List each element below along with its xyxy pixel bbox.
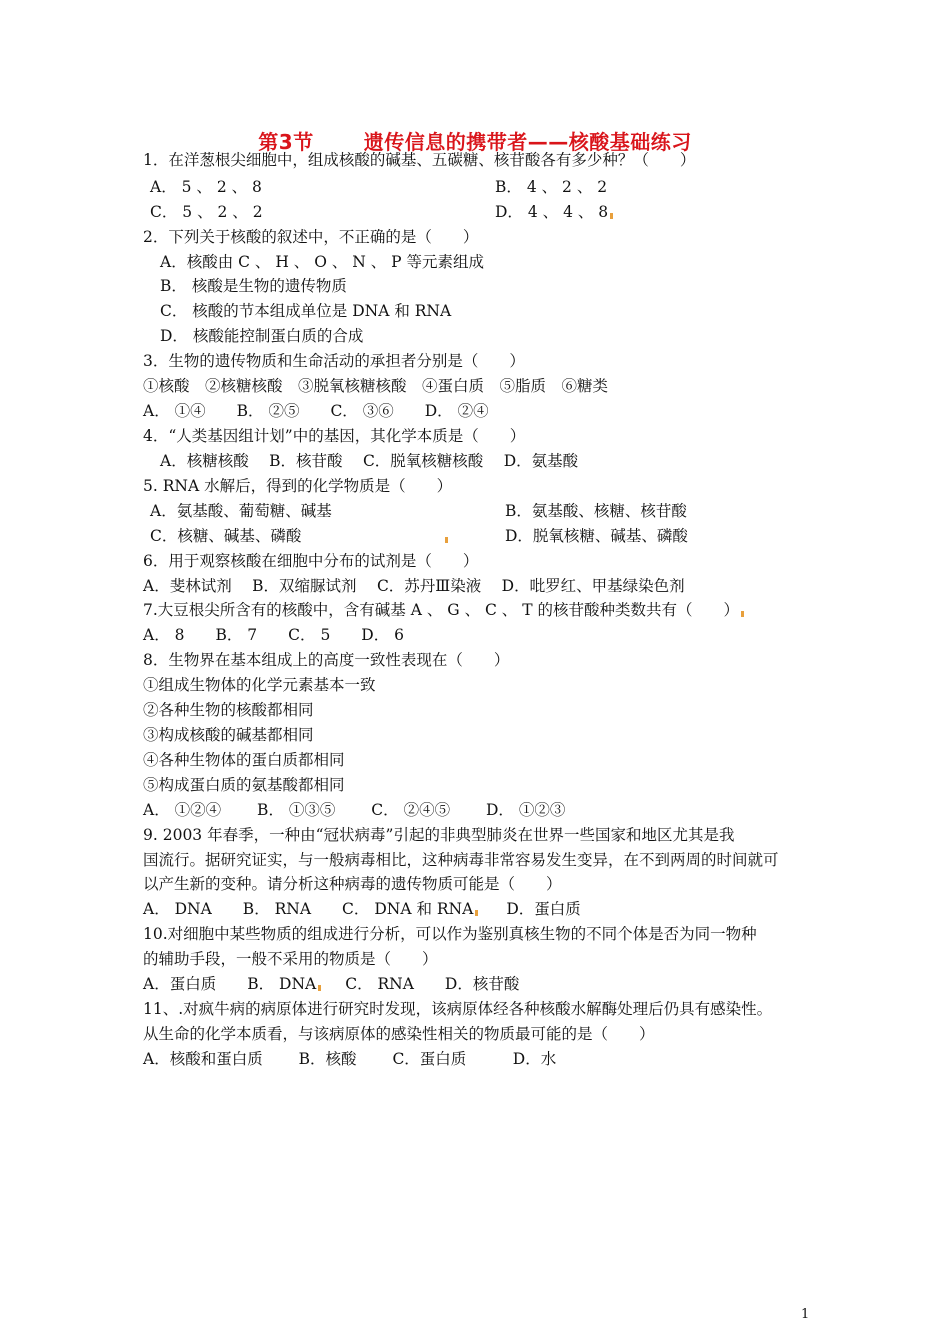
- q8-item-1: ①组成生物体的化学元素基本一致: [143, 676, 376, 694]
- q8-stem: 8．生物界在基本组成上的高度一致性表现在（ ）: [143, 651, 510, 669]
- q11-options: A．核酸和蛋白质 B．核酸 C．蛋白质 D．水: [143, 1050, 557, 1068]
- q9-line-1: 9. 2003 年春季，一种由“冠状病毒”引起的非典型肺炎在世界一些国家和地区尤其是我: [143, 826, 735, 844]
- q11-line-1: 11、.对疯牛病的病原体进行研究时发现，该病原体经各种核酸水解酶处理后仍具有感染性。: [143, 1000, 773, 1018]
- q4-options: A．核糖核酸 B．核苷酸 C．脱氧核糖核酸 D．氨基酸: [160, 452, 579, 470]
- mark-dot: [610, 213, 613, 219]
- q9-line-3: 以产生新的变种。请分析这种病毒的遗传物质可能是（ ）: [143, 875, 562, 893]
- mark-dot: [475, 910, 478, 916]
- q2-option-b: B． 核酸是生物的遗传物质: [160, 277, 347, 295]
- q11-line-2: 从生命的化学本质看，与该病原体的感染性相关的物质最可能的是（ ）: [143, 1025, 655, 1043]
- q5-option-b: B．氨基酸、核糖、核苷酸: [505, 502, 687, 520]
- q7-options: A． 8 B． 7 C． 5 D． 6: [143, 626, 405, 644]
- q3-options: A． ①④ B． ②⑤ C． ③⑥ D． ②④: [143, 402, 489, 420]
- q7-stem: 7.大豆根尖所含有的核酸中，含有碱基 A 、 G 、 C 、 T 的核苷酸种类数共有（ ）: [143, 600, 744, 620]
- q10-line-1: 10.对细胞中某些物质的组成进行分析，可以作为鉴别真核生物的不同个体是否为同一物种: [143, 925, 757, 943]
- q1-option-a: A． 5 、 2 、 8: [150, 178, 262, 196]
- q1-stem: 1．在洋葱根尖细胞中，组成核酸的碱基、五碳糖、核苷酸各有多少种？（ ）: [143, 151, 696, 169]
- q2-option-a: A．核酸由 C 、 H 、 O 、 N 、 P 等元素组成: [160, 253, 485, 271]
- q2-option-d: D． 核酸能控制蛋白质的合成: [160, 327, 364, 345]
- q6-options: A．斐林试剂 B．双缩脲试剂 C．苏丹Ⅲ染液 D．吡罗红、甲基绿染色剂: [143, 577, 685, 595]
- mark-dot: [741, 611, 744, 617]
- q5-option-d: D．脱氧核糖、碱基、磷酸: [505, 527, 688, 545]
- q1-option-b: B． 4 、 2 、 2: [495, 178, 608, 196]
- q8-item-5: ⑤构成蛋白质的氨基酸都相同: [143, 776, 345, 794]
- page-number: 1: [801, 1307, 810, 1322]
- q5-option-c: C．核糖、碱基、磷酸: [150, 527, 302, 545]
- q1-option-c: C． 5 、 2 、 2: [150, 203, 263, 221]
- q8-item-2: ②各种生物的核酸都相同: [143, 701, 314, 719]
- mark-dot: [443, 526, 448, 546]
- q8-item-3: ③构成核酸的碱基都相同: [143, 726, 314, 744]
- mark-dot: [318, 985, 321, 991]
- q10-line-2: 的辅助手段，一般不采用的物质是（ ）: [143, 950, 438, 968]
- q3-items: ①核酸 ②核糖核酸 ③脱氧核糖核酸 ④蛋白质 ⑤脂质 ⑥糖类: [143, 377, 609, 395]
- title-section: 第3节: [258, 130, 314, 154]
- q9-options: A． DNA B． RNA C． DNA 和 RNA D．蛋白质: [143, 900, 581, 918]
- q5-option-a: A．氨基酸、葡萄糖、碱基: [150, 502, 332, 520]
- title-main: 遗传信息的携带者——核酸基础练习: [363, 130, 692, 154]
- q10-options: A．蛋白质 B． DNA C． RNA D．核苷酸: [143, 975, 520, 993]
- q9-line-2: 国流行。据研究证实，与一般病毒相比，这种病毒非常容易发生变异，在不到两周的时间就可: [143, 851, 779, 869]
- q6-stem: 6．用于观察核酸在细胞中分布的试剂是（ ）: [143, 552, 479, 570]
- q8-options: A． ①②④ B． ①③⑤ C． ②④⑤ D． ①②③: [143, 801, 566, 819]
- q8-item-4: ④各种生物体的蛋白质都相同: [143, 751, 345, 769]
- q5-stem: 5. RNA 水解后，得到的化学物质是（ ）: [143, 477, 453, 495]
- q3-stem: 3．生物的遗传物质和生命活动的承担者分别是（ ）: [143, 352, 525, 370]
- q2-option-c: C． 核酸的节本组成单位是 DNA 和 RNA: [160, 302, 452, 320]
- q2-stem: 2．下列关于核酸的叙述中，不正确的是（ ）: [143, 228, 479, 246]
- q1-option-d: D． 4 、 4 、 8: [495, 202, 613, 222]
- q4-stem: 4．“人类基因组计划”中的基因，其化学本质是（ ）: [143, 427, 526, 445]
